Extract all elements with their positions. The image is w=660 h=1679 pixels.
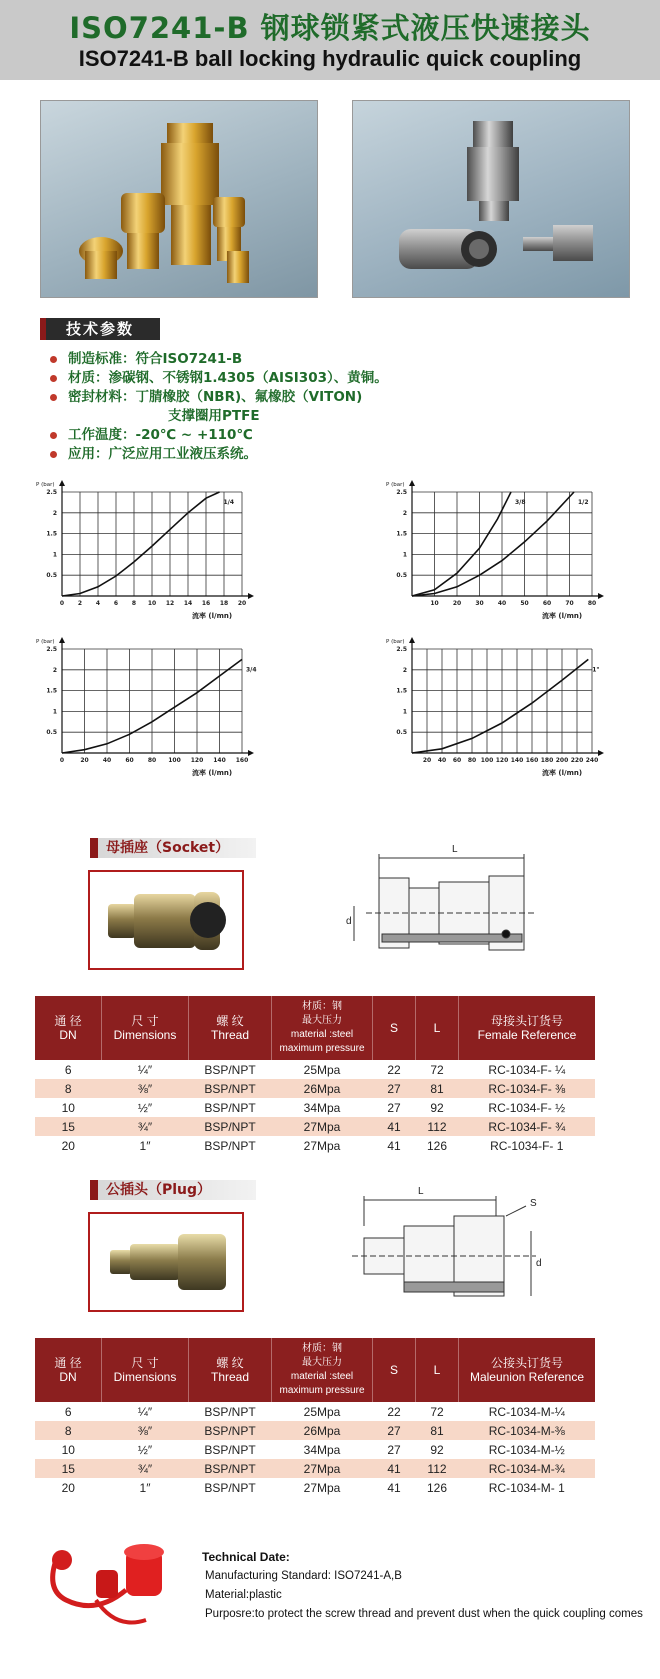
y-tick-label: 0.5 (396, 729, 407, 737)
table-cell: 81 (416, 1421, 459, 1440)
table-cell: ¾″ (102, 1459, 189, 1478)
series-label: 3/8 (515, 499, 526, 506)
table-cell: 112 (416, 1117, 459, 1136)
table-row (35, 1421, 595, 1440)
y-tick-label: 1 (402, 708, 407, 716)
y-tick-label: 2 (52, 509, 57, 517)
bullet-icon (50, 432, 57, 439)
series-label: 3/4 (246, 666, 257, 674)
steel-coupling-photo (352, 100, 630, 298)
y-tick-label: 2.5 (46, 489, 57, 496)
y-tick-label: 1 (52, 708, 57, 716)
table-row (35, 1060, 595, 1079)
table-cell: BSP/NPT (189, 1117, 272, 1136)
table-row (35, 1098, 595, 1117)
col-reference: 公接头订货号 Maleunion Reference (459, 1338, 596, 1402)
table-cell: ⅜″ (102, 1421, 189, 1440)
y-tick-label: 0.5 (396, 572, 407, 580)
y-tick-label: 2.5 (396, 489, 407, 496)
table-cell: BSP/NPT (204, 1062, 256, 1077)
table-cell: 112 (416, 1459, 459, 1478)
x-tick-label: 0 (59, 600, 65, 607)
table-cell: 41 (373, 1459, 416, 1478)
bullet-icon (50, 356, 57, 363)
y-axis-arrow (59, 480, 65, 486)
col-s: S (373, 1338, 416, 1402)
heading-accent (90, 1180, 98, 1200)
table-cell: 34Mpa (303, 1100, 341, 1115)
table-cell: RC-1034-F- ½ (488, 1100, 566, 1115)
table-cell: BSP/NPT (189, 1421, 272, 1440)
socket-table-header (35, 996, 595, 1060)
y-tick-label: 1.5 (396, 530, 407, 538)
socket-spec-table (35, 996, 595, 1155)
x-tick-label: 160 (525, 757, 539, 764)
y-tick-label: 2 (402, 666, 407, 674)
brass-coupling-photo (40, 100, 318, 298)
technical-date-heading: Technical Date: (202, 1550, 290, 1564)
x-tick-label: 4 (95, 600, 101, 607)
table-cell: 27 (373, 1079, 416, 1098)
table-cell: 27Mpa (303, 1138, 341, 1153)
chart-svg (380, 476, 610, 626)
y-tick-label: 2.5 (396, 646, 407, 653)
spec-material: 材质：渗碳钢、不锈钢1.4305（AISI303）、黄铜。 (48, 369, 468, 388)
table-cell: 22 (387, 1062, 401, 1077)
table-cell: 72 (430, 1062, 444, 1077)
col-dn: 通 径 DN (35, 996, 102, 1060)
chart-svg (30, 633, 260, 783)
table-cell: RC-1034-F- 1 (490, 1138, 564, 1153)
table-cell: 20 (61, 1480, 75, 1495)
table-cell: 25Mpa (303, 1404, 341, 1419)
plug-photo (88, 1212, 244, 1312)
x-tick-label: 12 (165, 600, 175, 607)
tech-params-list (48, 350, 468, 464)
x-tick-label: 60 (125, 757, 134, 764)
x-tick-label: 14 (183, 600, 193, 607)
table-cell: RC-1034-M-½ (488, 1442, 565, 1457)
table-cell: 20 (61, 1138, 75, 1153)
y-tick-label: 2 (52, 666, 57, 674)
col-pressure: 材质：钢 最大压力 material :steel maximum pressure (272, 1338, 373, 1402)
y-tick-label: 1.5 (46, 687, 57, 695)
series-label: 1/2 (578, 499, 589, 506)
x-axis-label: 流率 (l/mn) (542, 612, 583, 620)
table-cell: 126 (426, 1138, 448, 1153)
x-axis-arrow (598, 593, 604, 599)
y-tick-label: 1 (402, 551, 407, 559)
y-axis-label: P (bar) (386, 639, 405, 645)
x-tick-label: 120 (495, 757, 509, 764)
col-thread: 螺 纹 Thread (189, 996, 272, 1060)
x-tick-label: 16 (201, 600, 211, 607)
table-cell: 6 (64, 1404, 72, 1419)
table-cell: BSP/NPT (189, 1079, 272, 1098)
table-cell: 26Mpa (272, 1079, 373, 1098)
x-tick-label: 40 (102, 757, 112, 764)
col-dimensions: 尺 寸 Dimensions (102, 996, 189, 1060)
col-dn: 通 径 DN (35, 1338, 102, 1402)
y-axis-arrow (59, 637, 65, 643)
table-cell: 1″ (139, 1480, 151, 1495)
col-pressure: 材质：钢 最大压力 material :steel maximum pressure (272, 996, 373, 1060)
table-cell: ⅜″ (102, 1079, 189, 1098)
x-tick-label: 60 (542, 600, 552, 607)
table-row (35, 1440, 595, 1459)
table-row (35, 1079, 595, 1098)
table-cell: 27 (387, 1100, 401, 1115)
table-cell: ¼″ (137, 1404, 153, 1419)
x-tick-label: 50 (520, 600, 529, 607)
table-cell: BSP/NPT (204, 1138, 256, 1153)
x-tick-label: 10 (147, 600, 157, 607)
x-tick-label: 160 (235, 757, 249, 764)
y-tick-label: 1.5 (46, 530, 57, 538)
technical-date (202, 1548, 643, 1624)
series-line (62, 492, 220, 596)
pressure-chart-3-4 (30, 633, 260, 783)
spec-standard: 制造标准：符合ISO7241-B (48, 350, 468, 369)
plug-table-header (35, 1338, 595, 1402)
plug-hex-label: S (530, 1198, 537, 1209)
socket-photo (88, 870, 244, 970)
col-l: L (416, 1338, 459, 1402)
socket-diameter-label: d (346, 916, 352, 927)
pressure-chart-1-inch (380, 633, 610, 783)
col-thread: 螺 纹 Thread (189, 1338, 272, 1402)
table-cell: RC-1034-M- 1 (488, 1480, 565, 1495)
y-axis-label: P (bar) (36, 639, 55, 645)
y-tick-label: 2.5 (46, 646, 57, 653)
table-cell: 92 (430, 1442, 444, 1457)
table-cell: 27 (373, 1421, 416, 1440)
page-header (0, 0, 660, 80)
x-tick-label: 220 (570, 757, 584, 764)
x-tick-label: 180 (540, 757, 554, 764)
col-s: S (373, 996, 416, 1060)
plug-drawing (346, 1186, 546, 1320)
table-cell: RC-1034-M-¼ (488, 1404, 565, 1419)
x-tick-label: 6 (113, 600, 119, 607)
x-tick-label: 40 (437, 757, 447, 764)
x-tick-label: 80 (467, 757, 477, 764)
tech-params-heading: 技术参数 (46, 318, 160, 340)
x-tick-label: 20 (237, 600, 247, 607)
y-tick-label: 1.5 (396, 687, 407, 695)
table-row (35, 1402, 595, 1421)
table-cell: 8 (35, 1421, 102, 1440)
plug-length-label: L (418, 1186, 424, 1197)
table-cell: BSP/NPT (204, 1100, 256, 1115)
series-label: 1/4 (223, 499, 235, 506)
col-dimensions: 尺 寸 Dimensions (102, 1338, 189, 1402)
x-tick-label: 30 (475, 600, 484, 607)
x-axis-arrow (248, 593, 254, 599)
x-tick-label: 120 (190, 757, 204, 764)
table-cell: ½″ (137, 1442, 153, 1457)
x-tick-label: 140 (510, 757, 524, 764)
table-cell: 25Mpa (303, 1062, 341, 1077)
table-row (35, 1136, 595, 1155)
x-tick-label: 240 (585, 757, 599, 764)
table-cell: RC-1034-F- ¼ (488, 1062, 566, 1077)
table-cell: BSP/NPT (189, 1459, 272, 1478)
x-tick-label: 10 (430, 600, 439, 607)
table-cell: 81 (416, 1079, 459, 1098)
y-tick-label: 0.5 (46, 572, 57, 580)
title-english: ISO7241-B ball locking hydraulic quick coupling (78, 46, 582, 71)
y-tick-label: 0.5 (46, 729, 57, 737)
table-cell: 41 (387, 1480, 401, 1495)
table-cell: 8 (35, 1079, 102, 1098)
pressure-chart-3-8-1-2 (380, 476, 610, 626)
x-axis-label: 流率 (l/mn) (192, 612, 233, 620)
title-chinese: ISO7241-B 钢球锁紧式液压快速接头 (69, 11, 591, 45)
tech-standard: Manufacturing Standard: ISO7241-A,B (205, 1570, 402, 1582)
x-tick-label: 2 (77, 600, 83, 607)
table-cell: 26Mpa (272, 1421, 373, 1440)
x-axis-label: 流率 (l/mn) (542, 769, 583, 777)
x-tick-label: 80 (147, 757, 157, 764)
dust-cap-photo (36, 1520, 186, 1640)
series-line (412, 492, 511, 596)
x-tick-label: 100 (480, 757, 494, 764)
table-cell: 34Mpa (303, 1442, 341, 1457)
table-cell: 10 (61, 1100, 75, 1115)
table-cell: 27Mpa (303, 1480, 341, 1495)
table-cell: 27Mpa (272, 1459, 373, 1478)
table-cell: 72 (430, 1404, 444, 1419)
col-reference: 母接头订货号 Female Reference (459, 996, 596, 1060)
table-cell: ½″ (137, 1100, 153, 1115)
table-cell: 6 (64, 1062, 72, 1077)
table-cell: 15 (35, 1117, 102, 1136)
x-tick-label: 20 (80, 757, 89, 764)
plug-diameter-label: d (536, 1258, 542, 1269)
table-cell: RC-1034-F- ⅜ (459, 1079, 596, 1098)
bullet-icon (50, 451, 57, 458)
y-axis-arrow (409, 637, 415, 643)
pressure-chart-1-4 (30, 476, 260, 626)
y-tick-label: 1 (52, 551, 57, 559)
table-cell: BSP/NPT (204, 1442, 256, 1457)
spec-temperature: 工作温度：-20℃ ~ +110℃ (48, 426, 468, 445)
table-cell: ¼″ (137, 1062, 153, 1077)
x-axis-arrow (248, 750, 254, 756)
table-cell: 22 (387, 1404, 401, 1419)
x-tick-label: 40 (497, 600, 507, 607)
x-tick-label: 140 (213, 757, 226, 764)
plug-heading: 公插头（Plug） (90, 1180, 256, 1200)
table-cell: ¾″ (102, 1117, 189, 1136)
tech-material: Material:plastic (205, 1589, 282, 1601)
spec-seal-extra: 支撑圈用PTFE (168, 408, 260, 424)
series-label: 1" (592, 666, 600, 674)
x-tick-label: 8 (131, 600, 137, 607)
table-row (35, 1117, 595, 1136)
x-axis-arrow (598, 750, 604, 756)
y-axis-label: P (bar) (36, 482, 55, 488)
table-cell: 27Mpa (272, 1117, 373, 1136)
table-cell: 41 (373, 1117, 416, 1136)
x-tick-label: 100 (168, 757, 181, 764)
table-cell: 41 (387, 1138, 401, 1153)
x-tick-label: 20 (422, 757, 432, 764)
x-tick-label: 0 (59, 757, 65, 764)
table-cell: 27 (387, 1442, 401, 1457)
x-tick-label: 200 (555, 757, 569, 764)
spec-application: 应用：广泛应用工业液压系统。 (48, 445, 468, 464)
table-cell: BSP/NPT (204, 1404, 256, 1419)
heading-accent (90, 838, 98, 858)
x-axis-label: 流率 (l/mn) (192, 769, 233, 777)
table-cell: 15 (35, 1459, 102, 1478)
tech-purpose: Purposre:to protect the screw thread and prevent dust when the quick coupling comes (205, 1608, 643, 1620)
table-cell: RC-1034-M-⅜ (459, 1421, 596, 1440)
bullet-icon (50, 394, 57, 401)
x-tick-label: 60 (452, 757, 462, 764)
series-line (412, 492, 574, 596)
x-tick-label: 20 (452, 600, 462, 607)
table-cell: 1″ (139, 1138, 151, 1153)
y-axis-arrow (409, 480, 415, 486)
plug-spec-table (35, 1338, 595, 1497)
spec-seal: 密封材料：丁腈橡胶（NBR)、氟橡胶（VITON) (48, 388, 468, 407)
table-cell: 10 (61, 1442, 75, 1457)
table-row (35, 1459, 595, 1478)
table-cell: RC-1034-F- ¾ (459, 1117, 596, 1136)
y-axis-label: P (bar) (386, 482, 405, 488)
table-cell: 92 (430, 1100, 444, 1115)
socket-length-label: L (452, 844, 458, 855)
table-cell: RC-1034-M-¾ (459, 1459, 596, 1478)
table-row (35, 1478, 595, 1497)
x-tick-label: 70 (565, 600, 574, 607)
x-tick-label: 80 (587, 600, 597, 607)
bullet-icon (50, 375, 57, 382)
socket-heading: 母插座（Socket） (90, 838, 256, 858)
table-cell: BSP/NPT (204, 1480, 256, 1495)
heading-accent (40, 318, 46, 340)
col-l: L (416, 996, 459, 1060)
y-tick-label: 2 (402, 509, 407, 517)
socket-drawing (346, 846, 546, 970)
chart-svg (30, 476, 260, 626)
chart-svg (380, 633, 610, 783)
x-tick-label: 18 (219, 600, 229, 607)
table-cell: 126 (426, 1480, 448, 1495)
